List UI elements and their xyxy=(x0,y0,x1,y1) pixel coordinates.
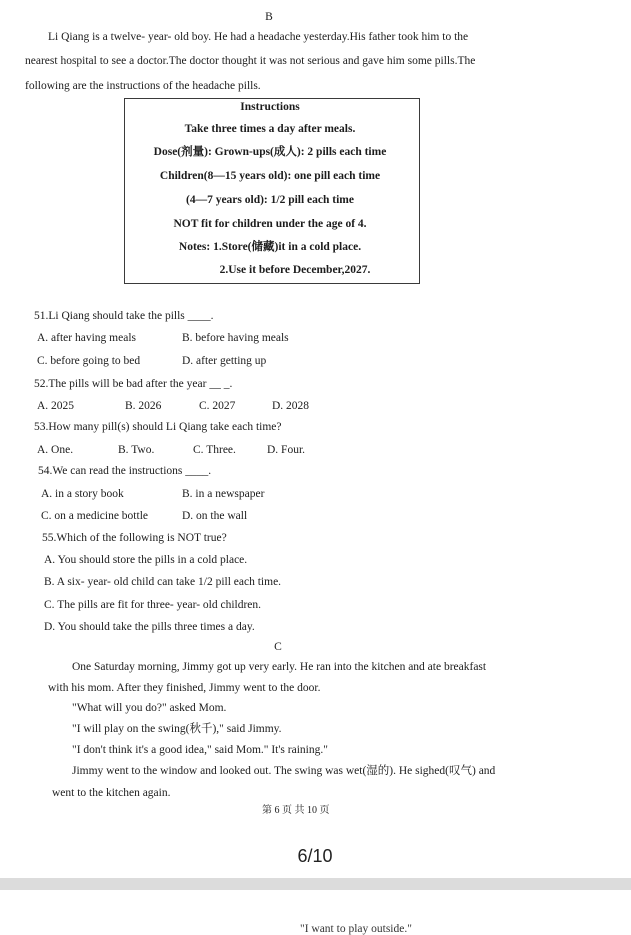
page-footer-label: 第 6 页 共 10 页 xyxy=(262,805,330,816)
answer-option: A. 2025 xyxy=(37,400,75,412)
answer-option: C. on a medicine bottle xyxy=(41,510,148,522)
answer-option: D. after getting up xyxy=(182,355,267,367)
answer-option: C. Three. xyxy=(193,444,236,456)
answer-option: A. after having meals xyxy=(37,332,136,344)
passage-line: went to the kitchen again. xyxy=(52,787,171,799)
intro-line: following are the instructions of the headache pills. xyxy=(25,80,261,92)
question-stem: 52.The pills will be bad after the year __ _. xyxy=(34,378,233,390)
answer-option: A. One. xyxy=(37,444,74,456)
question-stem: 51.Li Qiang should take the pills ____. xyxy=(34,310,214,322)
next-page-text: "I want to play outside." xyxy=(300,923,412,935)
answer-option: D. Four. xyxy=(267,444,306,456)
answer-option: B. Two. xyxy=(118,444,155,456)
instructions-line: Children(8—15 years old): one pill each time xyxy=(159,170,381,182)
passage-line: One Saturday morning, Jimmy got up very early. He ran into the kitchen and ate breakfast xyxy=(72,661,487,673)
answer-option: D. on the wall xyxy=(182,510,248,522)
instructions-line: Take three times a day after meals. xyxy=(184,123,356,135)
instructions-line: Dose(剂量): Grown-ups(成人): 2 pills each time xyxy=(153,146,387,158)
answer-option: B. 2026 xyxy=(125,400,162,412)
passage-line: Jimmy went to the window and looked out. The swing was wet(湿的). He sighed(叹气) and xyxy=(72,765,496,777)
intro-line: nearest hospital to see a doctor.The doctor thought it was not serious and gave him some pills.The xyxy=(25,55,476,67)
instructions-title: Instructions xyxy=(240,101,300,113)
answer-option: C. 2027 xyxy=(199,400,236,412)
question-stem: 53.How many pill(s) should Li Qiang take each time? xyxy=(34,421,282,433)
question-stem: 54.We can read the instructions ____. xyxy=(38,465,212,477)
answer-option: A. in a story book xyxy=(41,488,124,500)
instructions-line: 2.Use it before December,2027. xyxy=(219,264,371,276)
answer-option: C. The pills are fit for three- year- old children. xyxy=(44,599,262,611)
passage-line: with his mom. After they finished, Jimmy went to the door. xyxy=(48,682,321,694)
passage-line: "What will you do?" asked Mom. xyxy=(72,702,227,714)
question-stem: 55.Which of the following is NOT true? xyxy=(42,532,227,544)
page-indicator: 6/10 xyxy=(297,846,333,866)
section-b-letter: B xyxy=(265,11,273,23)
passage-line: "I will play on the swing(秋千)," said Jimmy. xyxy=(72,723,282,735)
answer-option: D. 2028 xyxy=(272,400,310,412)
answer-option: A. You should store the pills in a cold place. xyxy=(44,554,248,566)
instructions-line: Notes: 1.Store(储藏)it in a cold place. xyxy=(178,241,362,253)
answer-option: B. A six- year- old child can take 1/2 pill each time. xyxy=(44,576,282,588)
section-c-letter: C xyxy=(274,641,282,653)
passage-line: "I don't think it's a good idea," said Mom." It's raining." xyxy=(72,744,328,756)
next-document-page xyxy=(0,890,631,935)
instructions-line: (4—7 years old): 1/2 pill each time xyxy=(185,194,355,206)
page-indicator-bar xyxy=(0,838,631,874)
answer-option: C. before going to bed xyxy=(37,355,141,367)
answer-option: B. in a newspaper xyxy=(182,488,265,500)
answer-option: D. You should take the pills three times a day. xyxy=(44,621,255,633)
page-gutter xyxy=(0,878,631,890)
instructions-line: NOT fit for children under the age of 4. xyxy=(173,218,367,230)
answer-option: B. before having meals xyxy=(182,332,289,344)
intro-line: Li Qiang is a twelve- year- old boy. He had a headache yesterday.His father took him to the xyxy=(48,31,469,43)
